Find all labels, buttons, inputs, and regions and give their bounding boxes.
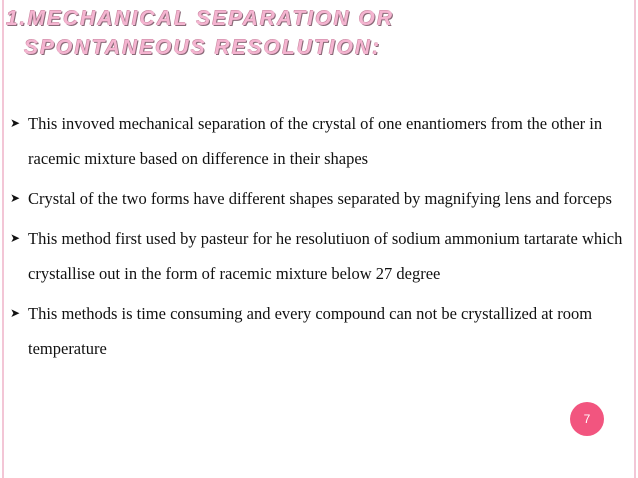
bullet-text-3: This method first used by pasteur for he resolutiuon of sodium ammonium tartarate which crystallise out in the form of racemic mixture below 27 degree <box>28 229 623 283</box>
slide-title <box>6 4 606 62</box>
slide-title-line1: 1.MECHANICAL SEPARATION OR <box>6 7 395 30</box>
slide-title-line2: SPONTANEOUS RESOLUTION: <box>24 36 382 59</box>
right-border-line <box>634 0 636 478</box>
bullet-item-4 <box>10 296 630 366</box>
bullet-item-2 <box>10 181 630 216</box>
bullet-item-3 <box>10 221 630 291</box>
page-number-badge: 7 <box>570 402 604 436</box>
left-border-line <box>2 0 4 478</box>
bullet-item-1 <box>10 106 630 176</box>
bullet-text-1: This invoved mechanical separation of the crystal of one enantiomers from the other in racemic mixture based on difference in their shapes <box>28 114 603 168</box>
bullet-arrow-icon: ➤ <box>10 116 21 130</box>
bullet-arrow-icon: ➤ <box>10 231 21 245</box>
bullet-list <box>10 106 630 371</box>
bullet-text-4: This methods is time consuming and every compound can not be crystallized at room temperature <box>28 304 593 358</box>
bullet-arrow-icon: ➤ <box>10 191 21 205</box>
bullet-text-2: Crystal of the two forms have different shapes separated by magnifying lens and forceps <box>28 189 612 208</box>
bullet-arrow-icon: ➤ <box>10 306 21 320</box>
